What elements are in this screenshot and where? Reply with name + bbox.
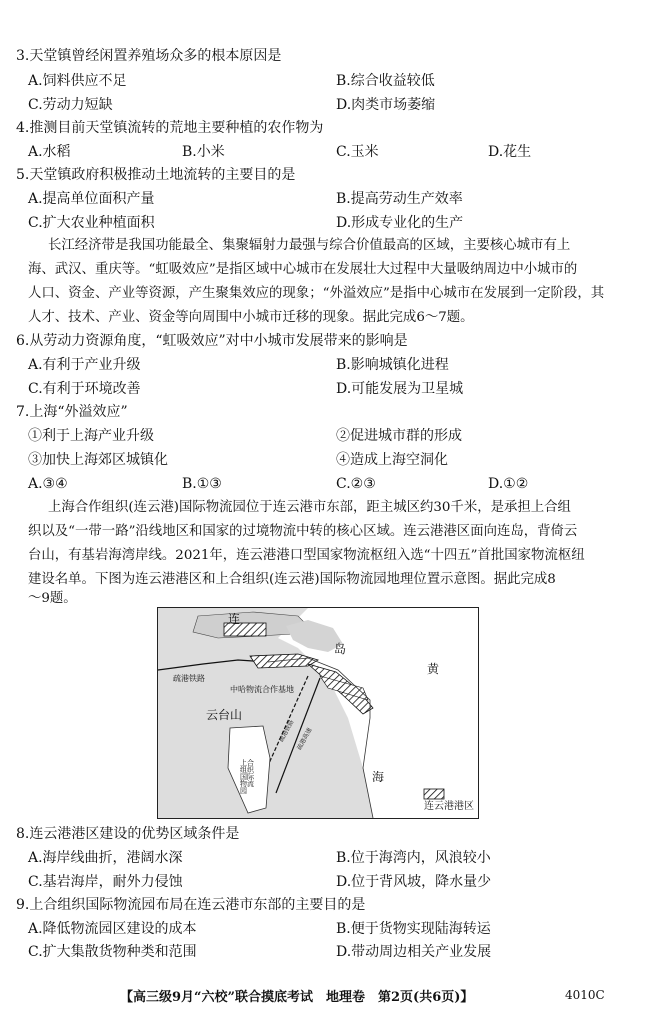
paper-code: 4010C [565, 988, 605, 1002]
question-9-option-d: D.带动周边相关产业发展 [336, 944, 492, 960]
question-3-option-d: D.肉类市场萎缩 [336, 97, 436, 113]
question-6-stem: 6.从劳动力资源角度，“虹吸效应”对中小城市发展带来的影响是 [16, 333, 408, 349]
question-7-option-a: A.③④ [28, 476, 68, 492]
passage-1-line-2: 海、武汉、重庆等。“虹吸效应”是指区域中心城市在发展壮大过程中大量吸纳周边中小城市的 [28, 262, 578, 277]
map-label-dao: 岛 [334, 642, 347, 656]
question-5-option-c: C.扩大农业种植面积 [28, 215, 155, 231]
question-7-option-d: D.①② [488, 476, 529, 492]
question-3-option-a: A.饲料供应不足 [28, 73, 127, 89]
question-5-option-a: A.提高单位面积产量 [28, 191, 155, 207]
question-9-option-c: C.扩大集散货物种类和范围 [28, 944, 197, 960]
question-8-option-c: C.基岩海岸，耐外力侵蚀 [28, 874, 183, 890]
question-6-option-a: A.有利于产业升级 [28, 357, 141, 373]
map-label-rail-a: 疏港铁路 [278, 718, 296, 744]
question-4-option-b: B.小米 [182, 144, 225, 160]
question-9-stem: 9.上合组织国际物流园布局在连云港市东部的主要目的是 [16, 897, 366, 913]
map-label-center: 中哈物流合作基地 [230, 685, 294, 694]
question-4-option-d: D.花生 [488, 144, 532, 160]
question-7-stem: 7.上海“外溢效应” [16, 404, 128, 420]
map-label-lian: 连 [228, 612, 241, 626]
page-footer: 【高三级9月“六校”联合摸底考试 地理卷 第2页(共6页)】 [120, 990, 474, 1005]
question-9-option-b: B.便于货物实现陆海转运 [336, 921, 491, 937]
question-5-option-d: D.形成专业化的生产 [336, 215, 464, 231]
passage-1-line-3: 人口、资金、产业等资源，产生聚集效应的现象；“外溢效应”是指中心城市在发展到一定阶段，其 [28, 286, 605, 301]
port-location-map [157, 607, 479, 819]
question-6-option-b: B.影响城镇化进程 [336, 357, 449, 373]
map-label-road: 疏港铁路 [173, 674, 205, 683]
question-7-option-b: B.①③ [182, 476, 222, 492]
passage-2-line-4: 建设名单。下图为连云港港区和上合组织(连云港)国际物流园地理位置示意图。据此完成8 [28, 572, 556, 587]
question-3-option-c: C.劳动力短缺 [28, 97, 113, 113]
map-label-yuntaishan: 云台山 [206, 708, 243, 722]
question-8-stem: 8.连云港港区建设的优势区域条件是 [16, 826, 240, 842]
map-label-huang: 黄 [427, 662, 440, 676]
question-3-stem: 3.天堂镇曾经闲置养殖场众多的根本原因是 [16, 48, 282, 64]
question-7-statement-2: ②促进城市群的形成 [336, 428, 462, 444]
question-8-option-d: D.位于背风坡，降水量少 [336, 874, 492, 890]
road-line [158, 660, 268, 670]
question-5-stem: 5.天堂镇政府积极推动土地流转的主要目的是 [16, 167, 296, 183]
map-label-hai: 海 [372, 770, 385, 784]
passage-2-line-3: 台山，有基岩海湾岸线。2021年，连云港港口型国家物流枢纽入选“十四五”首批国家物流枢纽 [28, 548, 585, 563]
passage-2-line-1: 上海合作组织(连云港)国际物流园位于连云港市东部，距主城区约30千米，是承担上合组 [48, 500, 571, 515]
map-label-rail-b: 疏港高速 [296, 726, 314, 752]
question-6-option-c: C.有利于环境改善 [28, 381, 141, 397]
question-4-option-a: A.水稻 [28, 144, 71, 160]
question-4-option-c: C.玉米 [336, 144, 379, 160]
passage-2-line-2: 织以及“一带一路”沿线地区和国家的过境物流中转的核心区域。连云港港区面向连岛，背倚云 [28, 524, 578, 539]
question-7-statement-3: ③加快上海郊区城镇化 [28, 452, 168, 468]
question-7-statement-1: ①利于上海产业升级 [28, 428, 154, 444]
question-4-stem: 4.推测目前天堂镇流转的荒地主要种植的农作物为 [16, 120, 324, 136]
question-8-option-b: B.位于海湾内，风浪较小 [336, 850, 491, 866]
question-7-option-c: C.②③ [336, 476, 376, 492]
passage-1-line-1: 长江经济带是我国功能最全、集聚辐射力最强与综合价值最高的区域，主要核心城市有上 [48, 238, 571, 253]
map-label-park: 上合组织国际物流园 [240, 759, 254, 795]
legend-swatch [424, 789, 444, 799]
question-7-statement-4: ④造成上海空洞化 [336, 452, 448, 468]
question-8-option-a: A.海岸线曲折，港阔水深 [28, 850, 183, 866]
passage-2-line-5: ～9题。 [28, 591, 77, 606]
question-6-option-d: D.可能发展为卫星城 [336, 381, 464, 397]
map-legend-label: 连云港港区 [424, 801, 474, 812]
passage-1-line-4: 人才、技术、产业、资金等向周围中小城市迁移的现象。据此完成6～7题。 [28, 310, 474, 325]
question-3-option-b: B.综合收益较低 [336, 73, 435, 89]
question-5-option-b: B.提高劳动生产效率 [336, 191, 463, 207]
question-9-option-a: A.降低物流园区建设的成本 [28, 921, 197, 937]
